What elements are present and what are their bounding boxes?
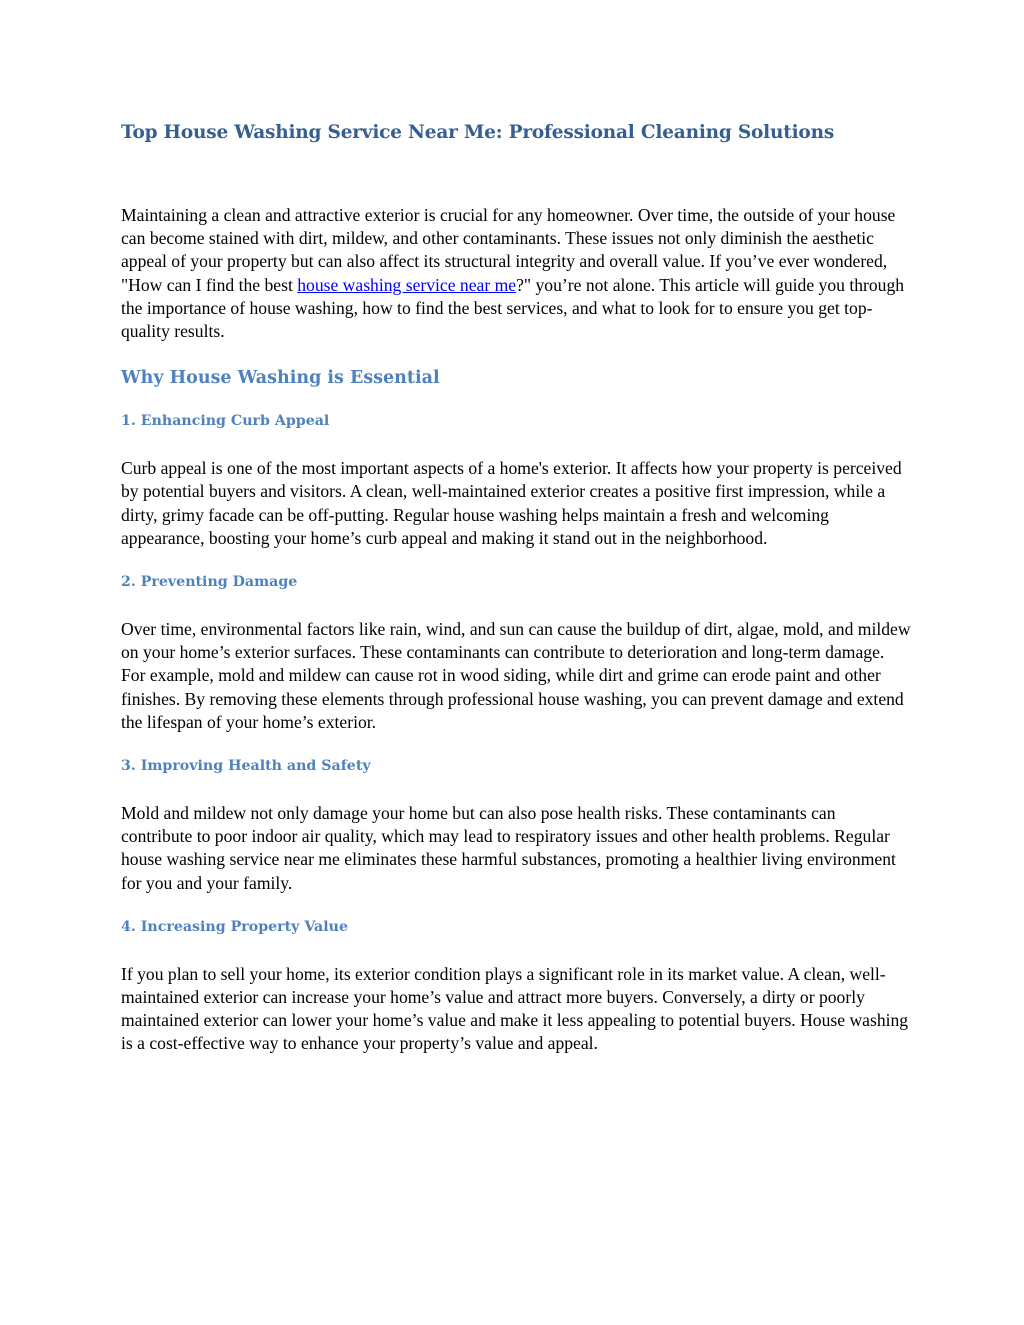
subsection-heading-preventing-damage: 2. Preventing Damage	[121, 574, 298, 591]
subsection-text-health-safety: Mold and mildew not only damage your home but can also pose health risks. These contaminants can contribute to poor indoor air quality, which may lead to respiratory issues and other health problems. Regular house washing service near me eliminates these harmful substances, promoting a healthier living environment for you and your family.	[121, 803, 896, 893]
subsection-text-preventing-damage: Over time, environmental factors like rain, wind, and sun can cause the buildup of dirt, algae, mold, and mildew on your home’s exterior surfaces. These contaminants can contribute to deterioration and long-term damage. For example, mold and mildew can cause rot in wood siding, while dirt and grime can erode paint and other finishes. By removing these elements through professional house washing, you can prevent damage and extend the lifespan of your home’s exterior.	[121, 619, 911, 732]
document-title: Top House Washing Service Near Me: Professional Cleaning Solutions	[121, 122, 835, 143]
document-page	[121, 118, 911, 1056]
intro-text-before-link: Maintaining a clean and attractive exterior is crucial for any homeowner. Over time, the outside of your house can become stained with dirt, mildew, and other contaminants. These issues not only diminish the aesthetic appeal of your property but can also affect its structural integrity and overall value. If you’ve ever wondered, "How can I find the best	[121, 205, 896, 295]
intro-text-after-link: ?" you’re not alone. This article will guide you through the importance of house washing, how to find the best services, and what to look for to ensure you get top-quality results.	[121, 274, 905, 342]
intro-paragraph	[121, 204, 911, 343]
subsection-text-curb-appeal: Curb appeal is one of the most important aspects of a home's exterior. It affects how your property is perceived by potential buyers and visitors. A clean, well-maintained exterior creates a positive first impression, while a dirty, grimy facade can be off-putting. Regular house washing helps maintain a fresh and welcoming appearance, boosting your home’s curb appeal and making it stand out in the neighborhood.	[121, 458, 902, 548]
subsection-heading-health-safety: 3. Improving Health and Safety	[121, 758, 371, 775]
subsection-text-property-value: If you plan to sell your home, its exterior condition plays a significant role in its market value. A clean, well-maintained exterior can increase your home’s value and attract more buyers. Conversely, a dirty or poorly maintained exterior can lower your home’s value and make it less appealing to potential buyers. House washing is a cost-effective way to enhance your property’s value and appeal.	[121, 963, 909, 1054]
section-heading: Why House Washing is Essential	[121, 368, 440, 389]
house-washing-service-link[interactable]: house washing service near me	[297, 274, 517, 295]
subsection-heading-property-value: 4. Increasing Property Value	[121, 918, 348, 935]
subsection-heading-curb-appeal: 1. Enhancing Curb Appeal	[121, 413, 330, 430]
